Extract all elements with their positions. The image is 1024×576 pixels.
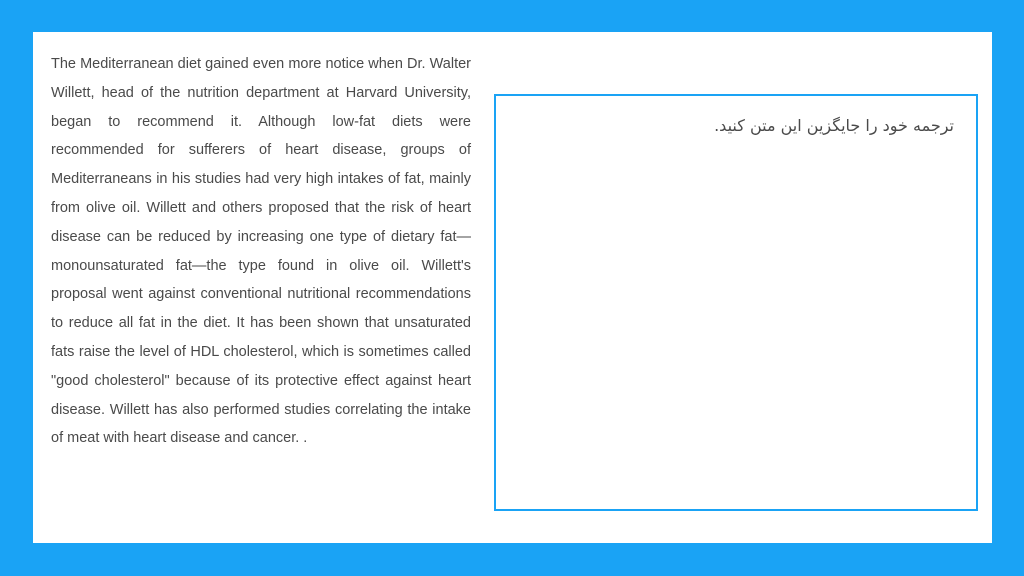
- english-source-paragraph: The Mediterranean diet gained even more notice when Dr. Walter Willett, head of the nutrition department at Harvard University, began to recommend it. Although low-fat diets were recommended for sufferers of heart disease, groups of Mediterraneans in his studies had very high intakes of fat, mainly from olive oil. Willett and others proposed that the risk of heart disease can be reduced by increasing one type of dietary fat—monounsaturated fat—the type found in olive oil. Willett's proposal went against conventional nutritional recommendations to reduce all fat in the diet. It has been shown that unsaturated fats raise the level of HDL cholesterol, which is sometimes called "good cholesterol" because of its protective effect against heart disease. Willett has also performed studies correlating the intake of meat with heart disease and cancer. .: [51, 56, 471, 447]
- content-card: [33, 32, 992, 543]
- translation-text-box[interactable]: [494, 94, 978, 511]
- translation-placeholder[interactable]: ترجمه خود را جایگزین این متن کنید.: [714, 116, 954, 135]
